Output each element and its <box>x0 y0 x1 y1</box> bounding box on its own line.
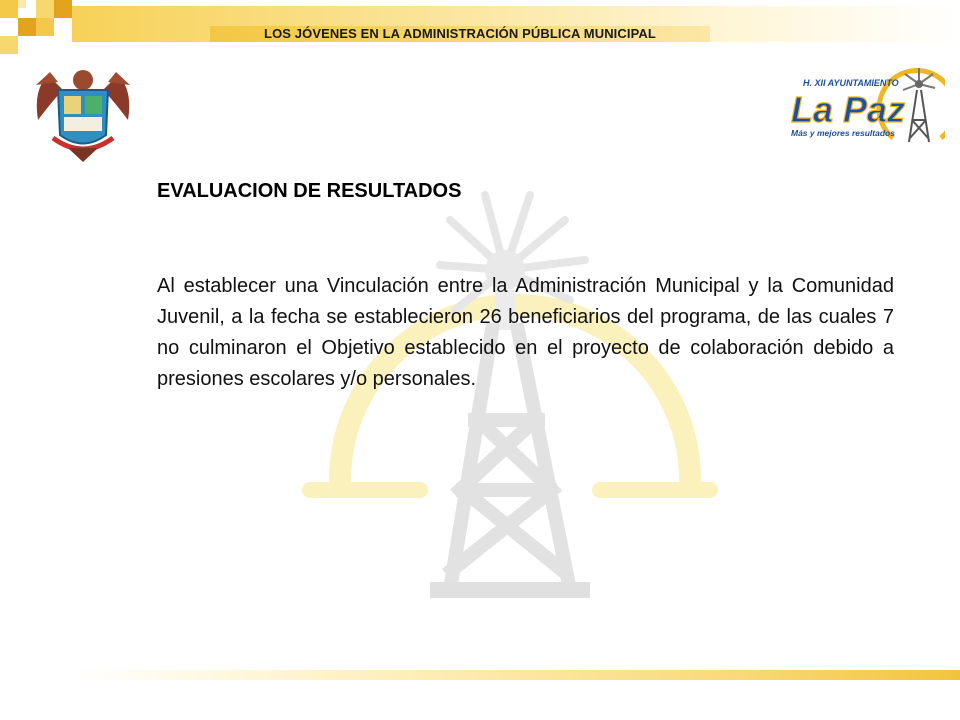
corner-square <box>36 0 54 18</box>
body-paragraph: Al establecer una Vinculación entre la Administración Municipal y la Comunidad Juvenil, a la fecha se establecieron 26 beneficiarios del programa, de las cuales 7 no culminaron el Objetivo establecido en el proyecto de colaboración debido a presiones escolares y/o personales. <box>157 275 894 390</box>
footer-bar <box>72 670 960 680</box>
corner-square <box>54 0 72 18</box>
coat-of-arms-icon <box>28 60 138 165</box>
logo-name-text: La Paz <box>791 89 906 130</box>
section-heading: EVALUACION DE RESULTADOS <box>157 180 462 202</box>
corner-square <box>0 0 18 18</box>
la-paz-logo <box>785 60 945 150</box>
corner-square <box>18 0 26 8</box>
logo-council-text: H. XII AYUNTAMIENTO <box>803 78 899 88</box>
logo-slogan-text: Más y mejores resultados <box>791 128 895 138</box>
header-title: LOS JÓVENES EN LA ADMINISTRACIÓN PÚBLICA MUNICIPAL <box>264 26 656 41</box>
